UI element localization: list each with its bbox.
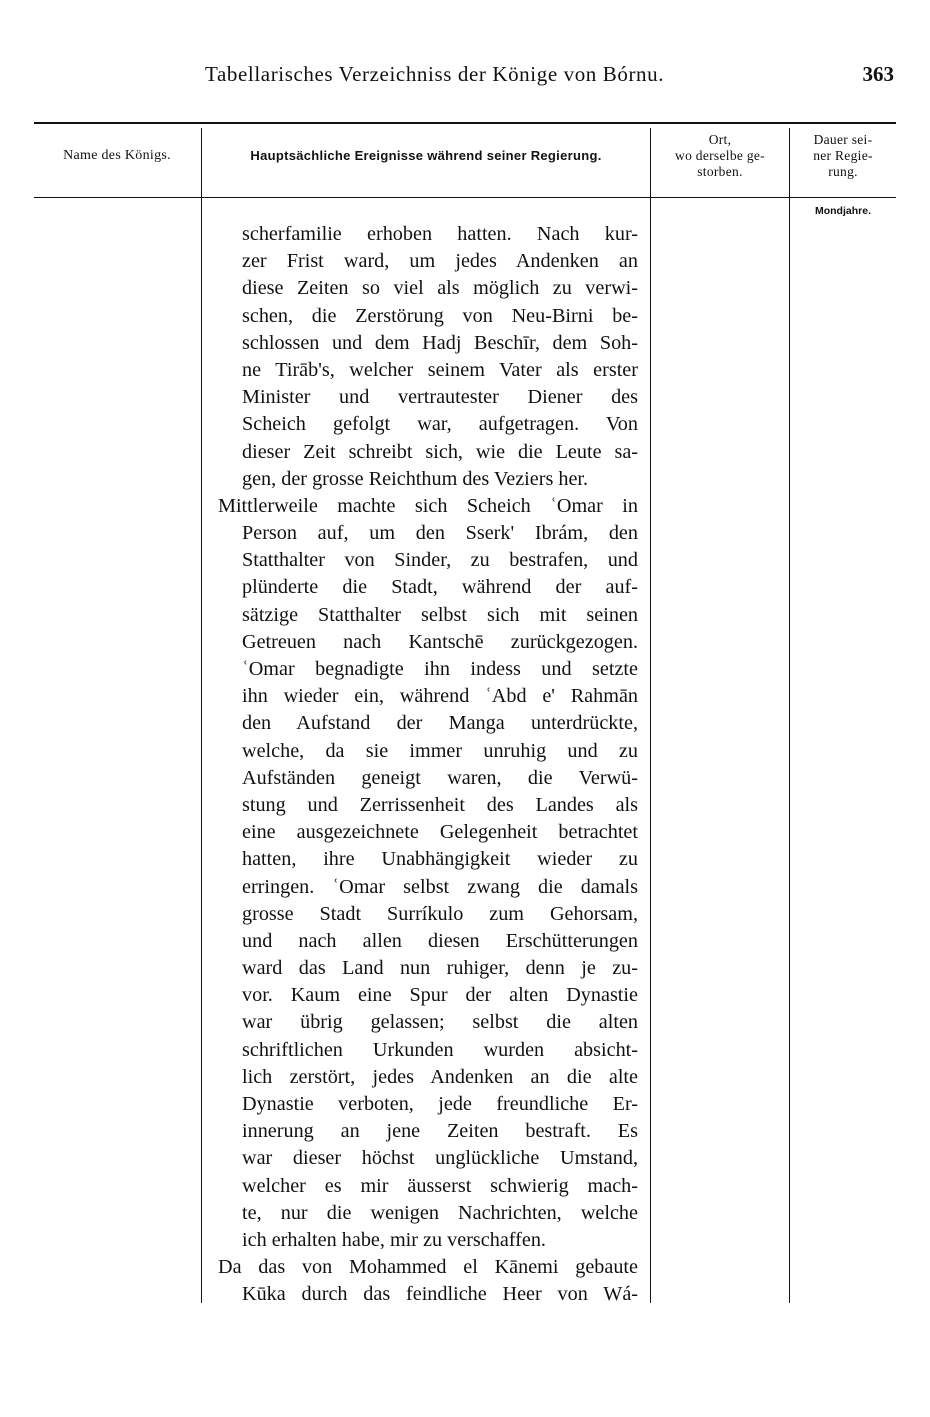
header-events: Hauptsächliche Ereignisse während seiner Regierung. bbox=[250, 148, 602, 163]
body-line: zer Frist ward, um jedes Andenken an bbox=[242, 250, 638, 273]
events-body-text bbox=[218, 221, 638, 1309]
body-line: vor. Kaum eine Spur der alten Dynastie bbox=[242, 984, 638, 1007]
body-line: welche, da sie immer unruhig und zu bbox=[242, 739, 638, 762]
running-title: Tabellarisches Verzeichniss der Könige von Bórnu. bbox=[205, 62, 665, 86]
header-place-line: storben. bbox=[697, 164, 743, 179]
body-line: hatten, ihre Unabhängigkeit wieder zu bbox=[242, 848, 638, 871]
body-line: war übrig gelassen; selbst die alten bbox=[242, 1011, 638, 1034]
body-line: plünderte die Stadt, während der auf- bbox=[242, 576, 638, 599]
body-line: diese Zeiten so viel als möglich zu verwi- bbox=[242, 277, 638, 300]
table-header-rule bbox=[34, 197, 896, 198]
body-line: lich zerstört, jedes Andenken an die alte bbox=[242, 1065, 638, 1088]
body-line: war dieser höchst unglückliche Umstand, bbox=[242, 1147, 638, 1170]
body-line: eine ausgezeichnete Gelegenheit betrachtet bbox=[242, 821, 638, 844]
header-duration-line: rung. bbox=[828, 164, 858, 179]
body-line: Mittlerweile machte sich Scheich ʿOmar in bbox=[218, 494, 638, 517]
table-top-rule bbox=[34, 122, 896, 124]
header-name: Name des Königs. bbox=[63, 148, 171, 163]
body-line: ne Tirāb's, welcher seinem Vater als erster bbox=[242, 358, 638, 381]
body-line: Da das von Mohammed el Kānemi gebaute bbox=[218, 1256, 638, 1279]
header-duration-line: Dauer sei- bbox=[813, 132, 873, 147]
body-line: Scheich gefolgt war, aufgetragen. Von bbox=[242, 413, 638, 436]
column-divider-3 bbox=[789, 128, 790, 1303]
body-line: ward das Land nun ruhiger, denn je zu- bbox=[242, 957, 638, 980]
page-number: 363 bbox=[862, 62, 894, 86]
body-line: Kūka durch das feindliche Heer von Wá- bbox=[242, 1283, 638, 1306]
body-line: Dynastie verboten, jede freundliche Er- bbox=[242, 1093, 638, 1115]
duration-unit-note: Mondjahre. bbox=[814, 205, 871, 217]
body-line: ihn wieder ein, während ʿAbd e' Rahmān bbox=[242, 685, 638, 708]
body-line: schriftlichen Urkunden wurden absicht- bbox=[242, 1038, 638, 1061]
body-line: ich erhalten habe, mir zu verschaffen. bbox=[242, 1228, 546, 1251]
body-line: dieser Zeit schreibt sich, wie die Leute sa- bbox=[242, 440, 638, 463]
body-line: und nach allen diesen Erschütterungen bbox=[242, 929, 638, 952]
body-line: grosse Stadt Surríkulo zum Gehorsam, bbox=[242, 902, 638, 925]
body-line: schlossen und dem Hadj Beschīr, dem Soh- bbox=[242, 331, 638, 354]
column-divider-2 bbox=[650, 128, 651, 1303]
body-line: schen, die Zerstörung von Neu-Birni be- bbox=[242, 304, 638, 327]
body-line: erringen. ʿOmar selbst zwang die damals bbox=[242, 875, 638, 898]
body-line: Aufständen geneigt waren, die Verwü- bbox=[242, 766, 638, 789]
body-line: den Aufstand der Manga unterdrückte, bbox=[242, 712, 638, 735]
running-head bbox=[0, 62, 930, 96]
header-duration-line: ner Regie- bbox=[813, 148, 873, 163]
body-line: gen, der grosse Reichthum des Veziers her. bbox=[242, 467, 589, 490]
header-place-line: wo derselbe ge- bbox=[675, 148, 765, 163]
header-place-line: Ort, bbox=[708, 132, 732, 147]
body-line: ʿOmar begnadigte ihn indess und setzte bbox=[242, 658, 638, 680]
header-duration bbox=[790, 132, 896, 180]
body-line: Statthalter von Sinder, zu bestrafen, und bbox=[242, 549, 638, 572]
column-divider-1 bbox=[201, 128, 202, 1303]
body-line: stung und Zerrissenheit des Landes als bbox=[242, 793, 638, 816]
body-line: innerung an jene Zeiten bestraft. Es bbox=[242, 1120, 638, 1143]
body-line: scherfamilie erhoben hatten. Nach kur- bbox=[242, 223, 638, 245]
header-place bbox=[651, 132, 789, 180]
body-line: sätzige Statthalter selbst sich mit seinen bbox=[242, 603, 638, 626]
body-line: Minister und vertrautester Diener des bbox=[242, 386, 638, 409]
body-line: te, nur die wenigen Nachrichten, welche bbox=[242, 1201, 638, 1224]
body-line: Person auf, um den Sserk' Ibrám, den bbox=[242, 522, 638, 545]
body-line: Getreuen nach Kantschē zurückgezogen. bbox=[242, 630, 638, 653]
body-line: welcher es mir äusserst schwierig mach- bbox=[242, 1174, 638, 1197]
